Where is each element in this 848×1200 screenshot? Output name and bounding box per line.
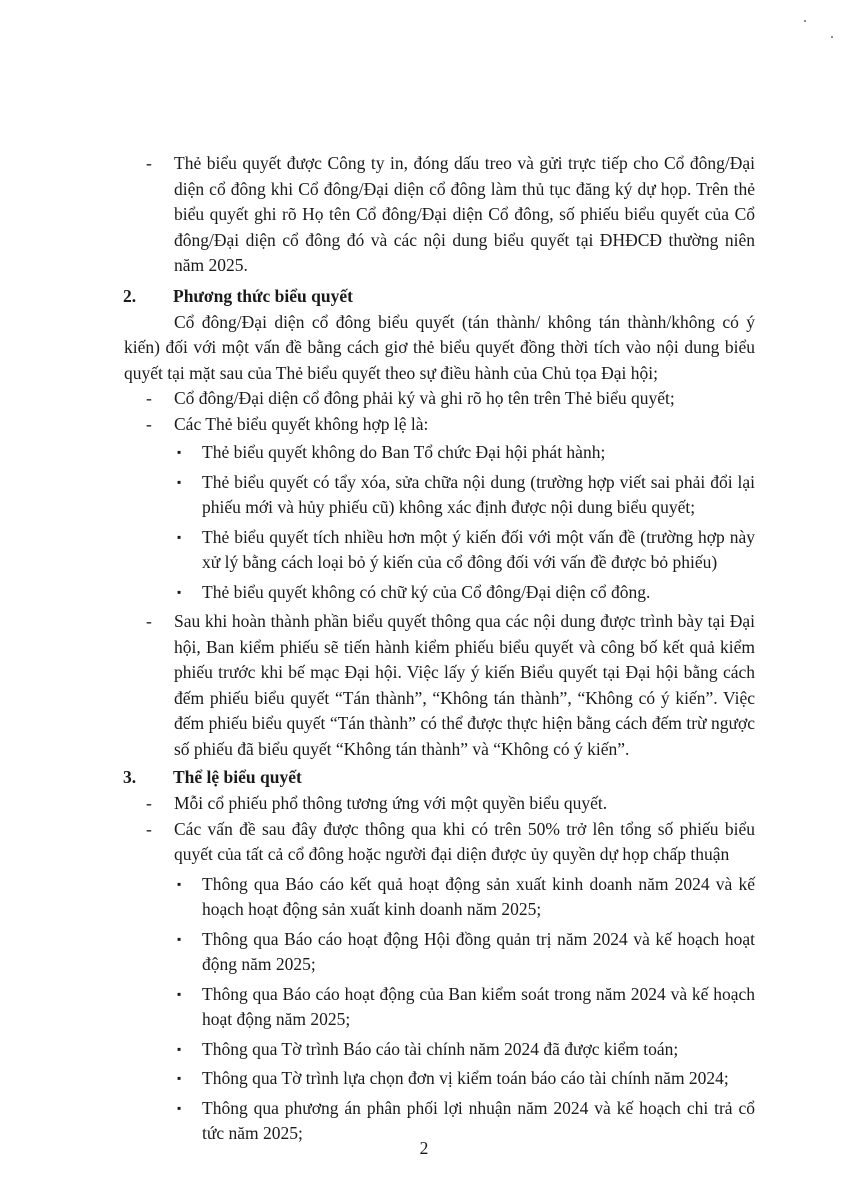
bullet-item — [0, 982, 848, 1033]
bullet-item-text: Thông qua Báo cáo hoạt động của Ban kiểm soát trong năm 2024 và kế hoạch hoạt động năm 2025; — [202, 983, 755, 1029]
document-body — [0, 151, 848, 1147]
dash-marker: - — [146, 818, 152, 839]
bullet-item — [0, 440, 848, 466]
dash-marker: - — [146, 413, 152, 434]
bullet-item — [0, 1066, 848, 1092]
dash-marker: - — [146, 611, 152, 631]
dash-item — [0, 609, 848, 762]
bullet-marker: ▪ — [177, 931, 182, 946]
bullet-marker: ▪ — [177, 584, 182, 599]
paragraph — [0, 310, 848, 387]
dash-item-text: Cổ đông/Đại diện cổ đông phải ký và ghi rõ họ tên trên Thẻ biểu quyết; — [174, 388, 675, 408]
dash-item-text: Các Thẻ biểu quyết không hợp lệ là: — [174, 413, 429, 434]
scan-speck — [831, 36, 833, 38]
dash-item-text: Các vấn đề sau đây được thông qua khi có trên 50% trở lên tổng số phiếu biểu quyết của tất cả cổ đông hoặc người đại diện được ủy quyền dự họp chấp thuận — [174, 818, 755, 864]
scan-speck — [804, 20, 806, 22]
dash-item — [0, 151, 848, 279]
dash-item — [0, 386, 848, 412]
bullet-marker: ▪ — [177, 986, 182, 1001]
dash-item-text: Thẻ biểu quyết được Công ty in, đóng dấu treo và gửi trực tiếp cho Cổ đông/Đại diện cổ đông khi Cổ đông/Đại diện cổ đông làm thủ tục đăng ký dự họp. Trên thẻ biểu quyết ghi rõ Họ tên Cổ đông/Đại diện Cổ đông, số phiếu biểu quyết của Cổ đông/Đại diện cổ đông đó và các nội dung biểu quyết tại ĐHĐCĐ thường niên năm 2025. — [174, 153, 755, 275]
dash-item-text: Mỗi cổ phiếu phổ thông tương ứng với một quyền biểu quyết. — [174, 793, 608, 813]
dash-item — [0, 791, 848, 817]
section-heading — [0, 283, 848, 310]
section-title: Thể lệ biểu quyết — [173, 767, 302, 787]
bullet-marker: ▪ — [177, 474, 182, 489]
section-number: 2. — [123, 285, 137, 306]
dash-item — [0, 817, 848, 868]
bullet-item-text: Thẻ biểu quyết có tẩy xóa, sửa chữa nội dung (trường hợp viết sai phải đổi lại phiếu mới và hủy phiếu cũ) không xác định được nội dung biểu quyết; — [202, 471, 755, 517]
bullet-item — [0, 872, 848, 923]
bullet-marker: ▪ — [177, 1100, 182, 1115]
dash-item-text: Sau khi hoàn thành phần biểu quyết thông qua các nội dung được trình bày tại Đại hội, Ban kiểm phiếu sẽ tiến hành kiểm phiếu biểu quyết và công bố kết quả kiểm phiếu trước khi bế mạc Đại hội. Việc lấy ý kiến Biểu quyết tại Đại hội bằng cách đếm phiếu biểu quyết “Tán thành”, “Không tán thành”, “Không có ý kiến”. Việc đếm phiếu biểu quyết “Tán thành” có thể được thực hiện bằng cách đếm trừ ngược số phiếu đã biểu quyết “Không tán thành” và “Không có ý kiến”. — [174, 611, 755, 759]
bullet-item — [0, 470, 848, 521]
dash-marker: - — [146, 388, 152, 408]
section-heading — [0, 764, 848, 791]
bullet-item-text: Thông qua Báo cáo hoạt động Hội đồng quản trị năm 2024 và kế hoạch hoạt động năm 2025; — [202, 928, 755, 974]
dash-item — [0, 412, 848, 438]
bullet-item-text: Thông qua Tờ trình lựa chọn đơn vị kiểm toán báo cáo tài chính năm 2024; — [202, 1068, 729, 1088]
bullet-item-text: Thẻ biểu quyết không do Ban Tổ chức Đại hội phát hành; — [202, 442, 606, 462]
bullet-marker: ▪ — [177, 876, 182, 891]
bullet-marker: ▪ — [177, 529, 182, 544]
page-number: 2 — [419, 1138, 429, 1158]
dash-marker: - — [146, 153, 152, 173]
bullet-item — [0, 1037, 848, 1063]
bullet-item-text: Thẻ biểu quyết không có chữ ký của Cổ đông/Đại diện cổ đông. — [202, 581, 651, 602]
dash-marker: - — [146, 793, 152, 813]
bullet-item — [0, 580, 848, 606]
section-title: Phương thức biểu quyết — [173, 285, 353, 306]
bullet-item — [0, 525, 848, 576]
bullet-marker: ▪ — [177, 445, 182, 459]
section-number: 3. — [123, 767, 137, 787]
bullet-item-text: Thông qua Báo cáo kết quả hoạt động sản xuất kinh doanh năm 2024 và kế hoạch hoạt động sản xuất kinh doanh năm 2025; — [202, 873, 755, 919]
bullet-item-text: Thông qua phương án phân phối lợi nhuận năm 2024 và kế hoạch chi trả cổ tức năm 2025; — [202, 1097, 755, 1143]
bullet-marker: ▪ — [177, 1041, 182, 1056]
paragraph-text: Cổ đông/Đại diện cổ đông biểu quyết (tán thành/ không tán thành/không có ý kiến) đối với một vấn đề bằng cách giơ thẻ biểu quyết đồng thời tích vào nội dung biểu quyết tại mặt sau của Thẻ biểu quyết theo sự điều hành của Chủ tọa Đại hội; — [124, 311, 755, 383]
bullet-marker: ▪ — [177, 1071, 182, 1085]
bullet-item-text: Thẻ biểu quyết tích nhiều hơn một ý kiến đối với một vấn đề (trường hợp này xử lý bằng cách loại bỏ ý kiến của cổ đông đối với vấn đề được bỏ phiếu) — [202, 526, 755, 572]
bullet-item — [0, 927, 848, 978]
bullet-item-text: Thông qua Tờ trình Báo cáo tài chính năm 2024 đã được kiểm toán; — [202, 1038, 679, 1059]
